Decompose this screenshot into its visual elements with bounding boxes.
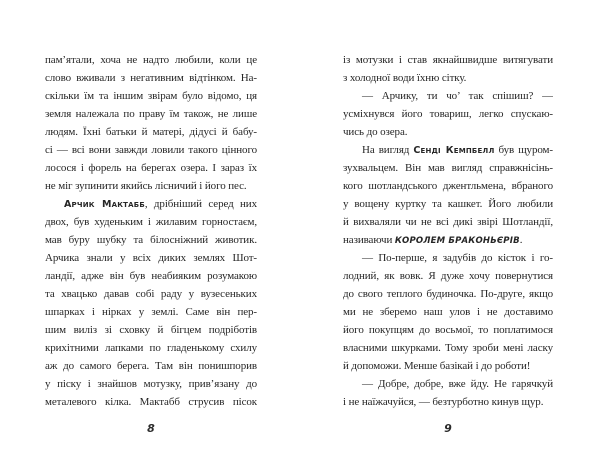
text-line: шим виліз зі сховку й бігцем подріботів xyxy=(45,324,257,336)
text-line: лосося і форель на берегах озера. І зараз їх xyxy=(45,162,257,174)
text-line xyxy=(45,195,257,213)
text-line: із мотузки і став якнайшвидше витягувати xyxy=(343,54,553,66)
text-segment: називаючи xyxy=(343,234,395,246)
epithet-caps: КОРОЛЕМ БРАКОНЬЄРІВ xyxy=(394,236,520,246)
text-line: власними шкурками. Тому зроби мені ласку xyxy=(343,342,553,354)
text-line: сі — всі вони завжди ловили такого цінного xyxy=(45,144,257,156)
text-line: крихітними лапками по гладенькому схилу xyxy=(45,342,257,354)
text-line: й вихваляли чи не всі дикі звірі Шотландії, xyxy=(343,216,553,228)
page-number: 8 xyxy=(147,422,155,435)
text-line: скільки їм та іншим звірам було відомо, ця xyxy=(45,90,257,102)
text-line: мав буру шубку та білосніжний животик. xyxy=(45,234,257,246)
text-line: у піску і знайшов мотузку, прив’язану до xyxy=(45,378,257,390)
page-number: 9 xyxy=(444,422,452,435)
text-line: пам’ятали, хоча не надто любили, коли це xyxy=(45,54,257,66)
text-line: й допоможи. Менше базікай і до роботи! xyxy=(343,360,531,372)
page-left xyxy=(45,51,257,435)
text-line: зухвальцем. Він мав вигляд справжнісінь- xyxy=(343,162,553,174)
text-line: лодний, як вовк. Я дуже хочу повернутися xyxy=(343,270,553,282)
text-line: слово вживали з негативним відтінком. На- xyxy=(45,72,257,84)
text-line: ландії, адже він був неабияким розумакою xyxy=(45,270,257,282)
text-line: ми не зберемо наш улов і не доставимо xyxy=(343,306,553,318)
text-segment: . xyxy=(519,234,523,246)
text-segment: , дрібніший серед них xyxy=(144,198,257,210)
text-line: — По-перше, я задубів до кісток і го- xyxy=(362,252,553,264)
text-line: з холодної води їхню сітку. xyxy=(343,72,467,84)
text-line: чись до озера. xyxy=(343,126,408,138)
text-segment: На вигляд xyxy=(362,144,414,156)
text-segment: був щуром- xyxy=(494,144,553,156)
text-line: двох, був худеньким і жилавим горностаєм, xyxy=(45,216,257,228)
text-line: його покупцям до восьмої, то поплатимося xyxy=(343,324,553,336)
text-line: — Арчику, ти чо’ так спішиш? — xyxy=(362,90,553,102)
text-line: земля належала по праву їм також, не лише xyxy=(45,108,257,120)
text-line: кого шотландського джентльмена, вбраного xyxy=(343,180,553,192)
page-right xyxy=(343,51,553,435)
character-name: Арчик Мактабб xyxy=(64,199,145,210)
text-line: Арчика знали у всіх диких землях Шот- xyxy=(45,252,257,264)
text-line: до свого теплого будиночка. По-друге, якщо xyxy=(343,288,553,300)
text-line: людям. Їхні батьки й матері, дідусі й бабу- xyxy=(45,126,257,138)
text-line: та хвацько давав собі раду у вузесеньких xyxy=(45,288,257,300)
text-line: усміхнувся його товариш, легко спускаю- xyxy=(343,108,553,120)
text-line: — Добре, добре, вже йду. Не гарячкуй xyxy=(362,378,553,390)
text-line: металевого кілка. Мактабб струсив пісок xyxy=(45,396,257,408)
text-line: і не наїжачуйся, — безтурботно кинув щур. xyxy=(343,396,544,408)
text-line xyxy=(343,141,553,159)
text-line: не міг зупинити якийсь лісничий і його пес. xyxy=(45,180,247,192)
text-line xyxy=(343,231,553,249)
text-line: шпарках і нірках у землі. Саме він пер- xyxy=(45,306,257,318)
character-name: Сенді Кемпбелл xyxy=(413,145,495,156)
text-line: у вощену куртку та кашкет. Його любили xyxy=(343,198,553,210)
text-line: аж до самого берега. Там він понишпорив xyxy=(45,360,257,372)
